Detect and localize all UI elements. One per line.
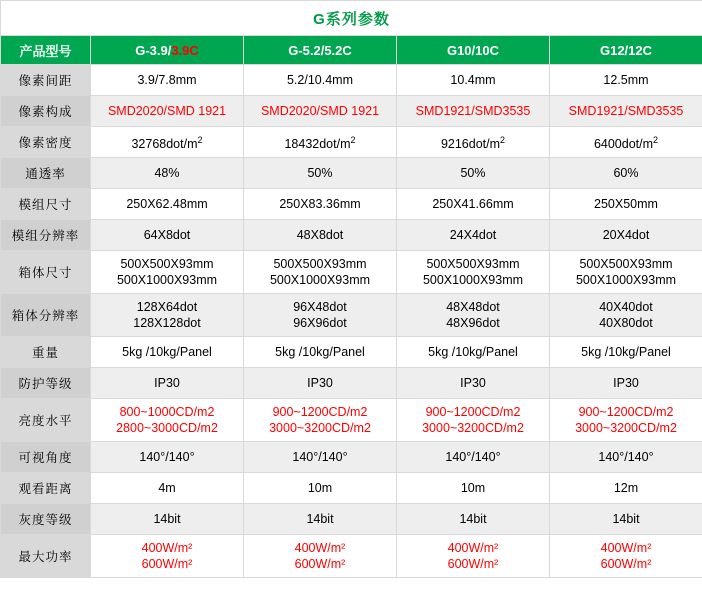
table-cell xyxy=(550,535,702,578)
cell-line: 14bit xyxy=(306,512,334,526)
header-model-1-main: G-3.9/ xyxy=(135,42,172,58)
table-row xyxy=(1,96,702,127)
cell-line: 20X4dot xyxy=(602,228,650,242)
cell-line: $6400dot/m^2$ xyxy=(593,134,659,152)
cell-line: 14bit xyxy=(612,512,640,526)
table-cell xyxy=(244,65,397,96)
table-cell xyxy=(91,220,244,251)
table-cell xyxy=(244,251,397,294)
table-row xyxy=(1,294,702,337)
cell-line: 5kg /10kg/Panel xyxy=(428,345,518,359)
cell-line: 10m xyxy=(460,481,486,495)
table-cell xyxy=(550,251,702,294)
table-cell xyxy=(244,294,397,337)
cell-line: 10.4mm xyxy=(450,73,496,87)
header-model-1-variant: 3.9C xyxy=(171,42,199,58)
table-cell xyxy=(244,189,397,220)
table-cell xyxy=(91,251,244,294)
header-model-1 xyxy=(91,36,244,65)
table-cell xyxy=(397,189,550,220)
table-row xyxy=(1,127,702,158)
table-row xyxy=(1,189,702,220)
table-cell xyxy=(397,158,550,189)
table-cell xyxy=(550,127,702,158)
cell-line: 50% xyxy=(460,166,486,180)
table-cell xyxy=(91,96,244,127)
cell-line: 900~1200CD/m2 xyxy=(578,405,674,419)
cell-line: 250X50mm xyxy=(594,197,658,211)
row-label: 灰度等级 xyxy=(1,504,91,535)
cell-line: 400W/m² xyxy=(294,541,346,555)
row-label: 像素密度 xyxy=(1,127,91,158)
table-cell xyxy=(91,127,244,158)
table-row xyxy=(1,251,702,294)
table-cell xyxy=(397,368,550,399)
table-cell xyxy=(550,220,702,251)
cell-line: 500X1000X93mm xyxy=(575,273,677,287)
header-model-2-main: G-5.2/5.2C xyxy=(288,42,352,58)
table-cell xyxy=(91,504,244,535)
table-row xyxy=(1,158,702,189)
row-label: 重量 xyxy=(1,337,91,368)
table-cell xyxy=(244,96,397,127)
cell-line: 40X40dot xyxy=(599,300,653,314)
cell-line: 400W/m² xyxy=(141,541,193,555)
table-cell xyxy=(550,337,702,368)
table-cell xyxy=(397,294,550,337)
cell-line: 500X500X93mm xyxy=(273,257,367,271)
cell-line: 14bit xyxy=(153,512,181,526)
cell-line: 48X8dot xyxy=(296,228,344,242)
cell-line: 10m xyxy=(307,481,333,495)
header-model-4-main: G12/12C xyxy=(599,42,653,58)
table-row xyxy=(1,535,702,578)
table-row xyxy=(1,504,702,535)
cell-line: 500X1000X93mm xyxy=(422,273,524,287)
table-row xyxy=(1,65,702,96)
table-cell xyxy=(91,473,244,504)
cell-line: IP30 xyxy=(613,376,639,390)
cell-line: 140°/140° xyxy=(139,450,195,464)
cell-line: 400W/m² xyxy=(447,541,499,555)
table-cell xyxy=(550,158,702,189)
table-cell xyxy=(91,294,244,337)
cell-line: 500X500X93mm xyxy=(579,257,673,271)
cell-line: 64X8dot xyxy=(143,228,191,242)
title-row xyxy=(1,1,702,36)
row-label: 像素间距 xyxy=(1,65,91,96)
row-label: 亮度水平 xyxy=(1,399,91,442)
table-cell xyxy=(397,535,550,578)
cell-line: 5kg /10kg/Panel xyxy=(122,345,212,359)
table-cell xyxy=(550,504,702,535)
cell-line: $9216dot/m^2$ xyxy=(440,134,506,152)
header-label: 产品型号 xyxy=(1,36,91,65)
cell-line: 140°/140° xyxy=(445,450,501,464)
table-cell xyxy=(244,158,397,189)
table-cell xyxy=(397,337,550,368)
table-cell xyxy=(91,337,244,368)
cell-line: 48X48dot xyxy=(446,300,500,314)
cell-line: IP30 xyxy=(307,376,333,390)
spec-table-body xyxy=(1,1,702,578)
cell-line: 12m xyxy=(613,481,639,495)
table-cell xyxy=(91,535,244,578)
table-row xyxy=(1,337,702,368)
table-cell xyxy=(244,337,397,368)
cell-line: 12.5mm xyxy=(603,73,649,87)
cell-line: 600W/m² xyxy=(600,557,652,571)
cell-line: 500X1000X93mm xyxy=(116,273,218,287)
table-cell xyxy=(91,158,244,189)
table-cell xyxy=(550,368,702,399)
table-cell xyxy=(244,127,397,158)
cell-line: 4m xyxy=(158,481,176,495)
table-cell xyxy=(91,65,244,96)
cell-line: 900~1200CD/m2 xyxy=(272,405,368,419)
cell-line: 140°/140° xyxy=(598,450,654,464)
cell-line: $18432dot/m^2$ xyxy=(284,134,356,152)
unit-exponent: 2 xyxy=(350,134,356,145)
table-cell xyxy=(244,399,397,442)
table-cell xyxy=(550,96,702,127)
row-label: 模组尺寸 xyxy=(1,189,91,220)
table-row xyxy=(1,442,702,473)
cell-line: 600W/m² xyxy=(141,557,193,571)
table-row xyxy=(1,473,702,504)
row-label: 防护等级 xyxy=(1,368,91,399)
table-row xyxy=(1,399,702,442)
cell-line: 40X80dot xyxy=(599,316,653,330)
cell-line: 128X64dot xyxy=(136,300,198,314)
header-model-3 xyxy=(397,36,550,65)
table-cell xyxy=(397,251,550,294)
cell-line: SMD1921/SMD3535 xyxy=(568,104,684,118)
cell-line: 3.9/7.8mm xyxy=(137,73,197,87)
table-cell xyxy=(244,442,397,473)
cell-line: 900~1200CD/m2 xyxy=(425,405,521,419)
table-cell xyxy=(244,473,397,504)
cell-line: 24X4dot xyxy=(449,228,497,242)
cell-line: SMD1921/SMD3535 xyxy=(415,104,531,118)
cell-line: 48% xyxy=(154,166,180,180)
header-row xyxy=(1,36,702,65)
table-cell xyxy=(91,442,244,473)
table-cell xyxy=(91,189,244,220)
table-cell xyxy=(244,504,397,535)
cell-line: IP30 xyxy=(154,376,180,390)
table-cell xyxy=(397,442,550,473)
cell-line: 600W/m² xyxy=(294,557,346,571)
row-label: 观看距离 xyxy=(1,473,91,504)
table-cell xyxy=(244,220,397,251)
cell-line: 500X500X93mm xyxy=(120,257,214,271)
row-label: 模组分辨率 xyxy=(1,220,91,251)
header-model-4 xyxy=(550,36,702,65)
table-cell xyxy=(397,399,550,442)
cell-line: 50% xyxy=(307,166,333,180)
row-label: 可视角度 xyxy=(1,442,91,473)
cell-line: 500X500X93mm xyxy=(426,257,520,271)
table-cell xyxy=(550,473,702,504)
table-row xyxy=(1,368,702,399)
table-cell xyxy=(397,96,550,127)
cell-line: IP30 xyxy=(460,376,486,390)
table-cell xyxy=(550,294,702,337)
page-title: G系列参数 xyxy=(1,1,702,36)
table-cell xyxy=(91,399,244,442)
cell-line: 96X96dot xyxy=(293,316,347,330)
cell-line: 96X48dot xyxy=(293,300,347,314)
cell-line: 3000~3200CD/m2 xyxy=(575,421,677,435)
table-cell xyxy=(397,504,550,535)
cell-line: 600W/m² xyxy=(447,557,499,571)
header-model-2 xyxy=(244,36,397,65)
table-cell xyxy=(397,65,550,96)
cell-line: 3000~3200CD/m2 xyxy=(422,421,524,435)
cell-line: SMD2020/SMD 1921 xyxy=(260,104,380,118)
cell-line: 3000~3200CD/m2 xyxy=(269,421,371,435)
cell-line: 250X62.48mm xyxy=(126,197,208,211)
row-label: 像素构成 xyxy=(1,96,91,127)
cell-line: 500X1000X93mm xyxy=(269,273,371,287)
cell-line: SMD2020/SMD 1921 xyxy=(107,104,227,118)
cell-line: 400W/m² xyxy=(600,541,652,555)
table-cell xyxy=(550,442,702,473)
table-cell xyxy=(550,65,702,96)
cell-line: 128X128dot xyxy=(133,316,201,330)
cell-line: 5.2/10.4mm xyxy=(286,73,353,87)
cell-line: 800~1000CD/m2 xyxy=(119,405,215,419)
row-label: 通透率 xyxy=(1,158,91,189)
unit-exponent: 2 xyxy=(197,134,203,145)
row-label: 箱体尺寸 xyxy=(1,251,91,294)
table-cell xyxy=(244,368,397,399)
cell-line: 14bit xyxy=(459,512,487,526)
unit-exponent: 2 xyxy=(500,134,506,145)
cell-line: 140°/140° xyxy=(292,450,348,464)
table-cell xyxy=(550,189,702,220)
cell-line: 5kg /10kg/Panel xyxy=(275,345,365,359)
table-cell xyxy=(244,535,397,578)
table-cell xyxy=(397,127,550,158)
unit-exponent: 2 xyxy=(653,134,659,145)
cell-line: 250X83.36mm xyxy=(279,197,361,211)
table-cell xyxy=(550,399,702,442)
table-cell xyxy=(397,220,550,251)
table-cell xyxy=(397,473,550,504)
cell-line: $32768dot/m^2$ xyxy=(131,134,203,152)
header-model-3-main: G10/10C xyxy=(446,42,500,58)
cell-line: 2800~3000CD/m2 xyxy=(116,421,218,435)
table-row xyxy=(1,220,702,251)
table-cell xyxy=(91,368,244,399)
cell-line: 60% xyxy=(613,166,639,180)
row-label: 箱体分辨率 xyxy=(1,294,91,337)
row-label: 最大功率 xyxy=(1,535,91,578)
cell-line: 5kg /10kg/Panel xyxy=(581,345,671,359)
cell-line: 48X96dot xyxy=(446,316,500,330)
cell-line: 250X41.66mm xyxy=(432,197,514,211)
